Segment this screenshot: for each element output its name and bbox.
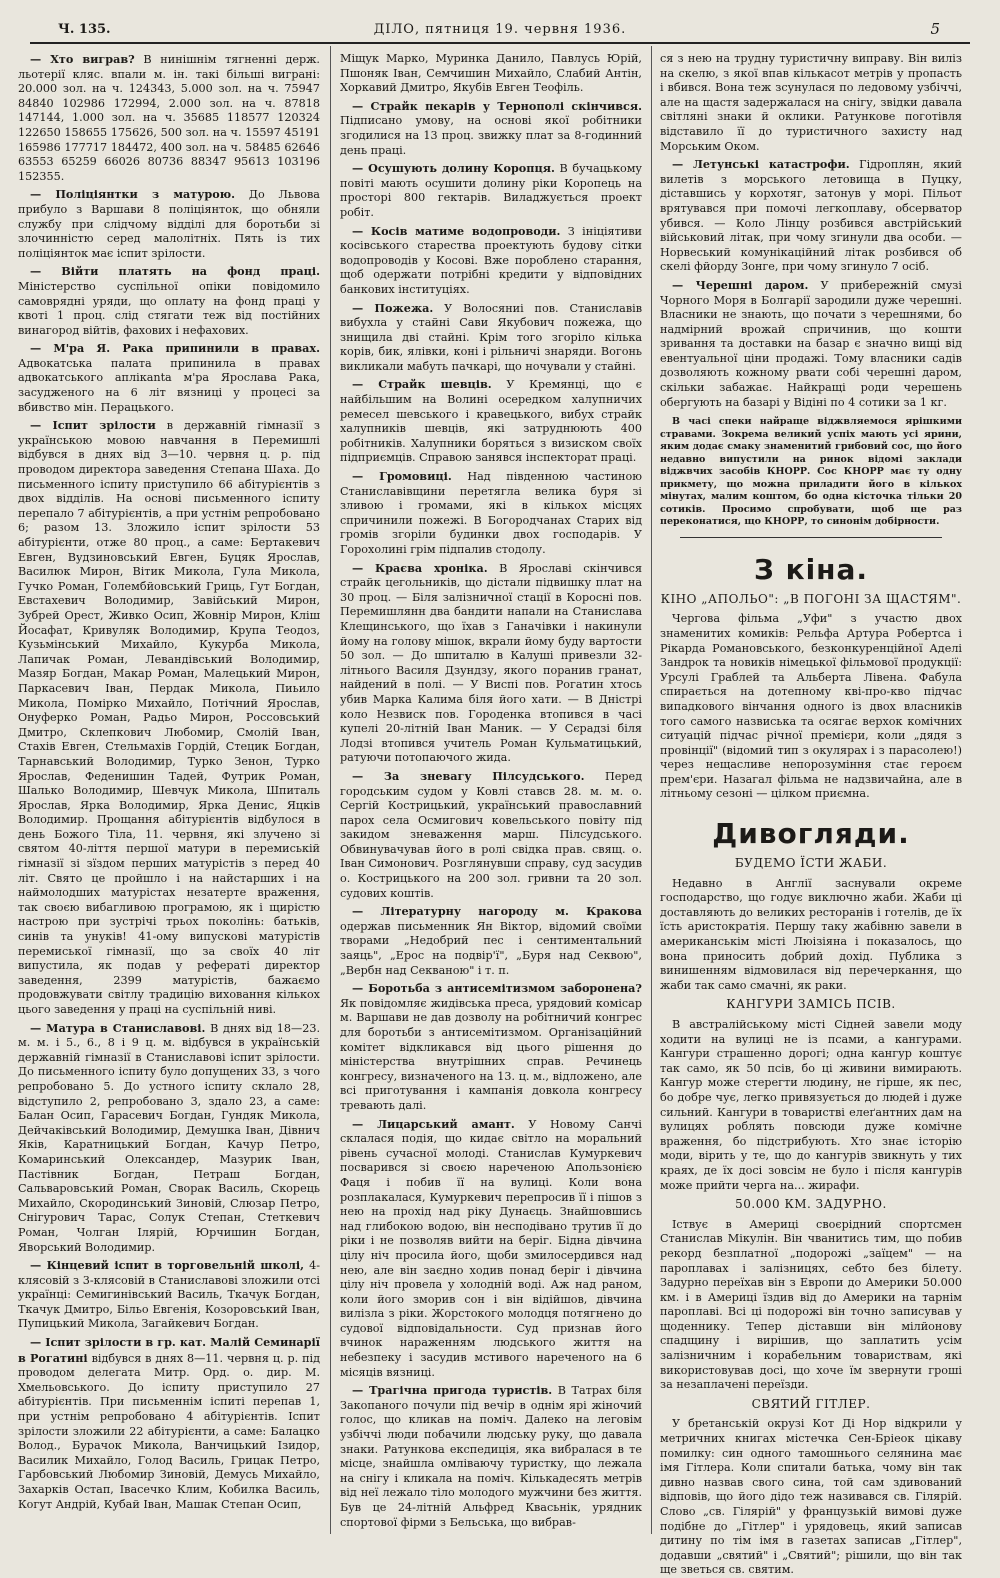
article-labor-fund [18,264,320,338]
article-title: — Іспит зрілости [30,418,156,433]
article-fire [340,301,642,375]
masthead: ДІЛО, пятниця 19. червня 1936. [373,22,627,37]
article-title: — Боротьба з антисемітизмом заборонена? [352,981,642,996]
article-title: — Трагічна пригода туристів. [352,1383,553,1398]
column-divider-1 [330,46,331,1534]
article-pilsudski [340,769,642,901]
article-free-cherries [660,278,962,410]
curio-text: Недавно в Англії заснували окреме господарство, що годує виключно жаби. Жаби ці доставляють до великих ресторанів і готелів, де їх їсть аристократія. Першу таку жабівню завели в американськім місті Люізіяна і показалось, що вона приносить добрий дохід. Публика з винишенням відмовилася від перечеркання, що жаби так само смачні, як раки. [660,876,962,992]
article-text: В нинішнім тягненні держ. льотерії кляс. впали м. ін. такі більші виграні: 20.000 зол. на ч. 124343, 5.000 зол. на ч. 75947 84840 102986 172994, 2.000 зол. на ч. 87818 147144, 1.000 зол. на ч. 35685 118577 120324 122650 158655 175626, 500 зол. на ч. 15597 45191 165986 177717 184472, 400 зол. на ч. 58485 62646 63553 65259 66026 80736 88347 95613 103196 152355. [18,53,320,183]
article-policewomen [18,187,320,261]
page-header [30,22,970,44]
article-text: В Ярославі скінчився страйк цегольників, що дістали підвишку плат на 30 проц. — Біля залізничної стації в Коросні пов. Перемишлянн два бандити напали на Станислава Клещинського, що їхав з Ганачівки і накинули йому на голову мішок, вкрали йому буду вартости 50 зол. — До шпиталю в Калуші привезли 32-літнього Василя Дзундзу, якого поранив гранат, найдений в полі. — У Виспі пов. Рогатин хтось убив Марка Калима біля його хати. — В Дністрі коло Незвиск пов. Городенка втопився в часі купелі 20-літній Іван Маник. — У Сєрадзі біля Лодзі втопився учитель Роман Кульматицький, ратуючи потопаючого жида. [340,561,642,765]
article-title: — Війти платять на фонд праці. [30,264,320,279]
curio-title: СВЯТИЙ ГІТЛЕР. [751,1396,871,1411]
article-trade-school [18,1258,320,1332]
article-continuation: Міщук Марко, Муринка Данило, Павлусь Юрій, Пшоняк Іван, Семчишин Михайло, Слабий Антін, Хоркавий Дмитро, Якубів Евген Теофіль. [340,52,642,95]
article-shoemakers-strike [340,377,642,466]
page-number-right: 5 [930,20,940,38]
article-text: В бучацькому повіті мають осушити долину ріки Коропець на просторі 800 гектарів. Виладжується проект робіт. [340,162,642,219]
article-text: В Татрах біля Закопаного почули під вечір в однім ярі жіночий голос, що кликав на поміч. Далеко на леговім узбіччі люди побачили людську руку, що давала знаки. Ратункова експедиція, яка вибралася в те місце, знайшла омліваючу туристку, що лежала на снігу і кликала на поміч. Кількадесять метрів від неї лежало тіло молодого мужчини без життя. Був це 24-літній Альфред Квасьнік, урядник спортової фірми з Бельська, що вибрав- [340,1384,642,1529]
article-title: — Летунські катастрофи. [672,157,850,172]
article-text: Як повідомляє жидівська преса, урядовий комісар м. Варшави не дав дозволу на робітничий конгрес для боротьби з антисемітизмом. Організаційний комітет відкликався від цього рішення до міністерства внутрішних справ. Речинець конгресу, визначеного на 13. ц. м., відложено, але всі приготування і кампанія довкола конгресу тревають далі. [340,996,642,1112]
curio-text: В австралійському місті Сідней завели моду ходити на вулиці не із псами, а кангурами. Кангури страшенно дорогі; одна кангур коштує так само, як 50 псів, бо ці живини вимирають. Кангур може стерегти людину, не гірше, як пес, бо добре чує, легко привязується до людей і дуже сильний. Кангури в товаристві елеґантних дам на вулицях роблять повсюди дуже комічне враження, бо підстрибують. Хто знає історію моди, вірить у те, що до кангурів звикнуть у тих краях, де їх досі зовсім не було і після кангурів може прийти черга на... жирафи. [660,1018,962,1192]
article-text: відбувся в днях 8—11. червня ц. р. під проводом делегата Митр. Орд. о. дир. М. Хмельовського. До іспиту приступило 27 абітурієнтів. При письменнім іспиті перепав 1, при устнім репробовано 4 абітурієнтів. Іспит зрілости зложили 22 абітурієнти, а саме: Балацко Волод., Бурачок Микола, Ванчицький Ізидор, Василик Михайло, Голод Василь, Грицак Петро, Гарбовський Любомир Зиновій, Демусь Михайло, Захарків Остап, Івасечко Клим, Кобилка Василь, Когут Андрій, Кубай Іван, Машак Степан Осип, [18,1351,320,1511]
curio-title: 50.000 КМ. ЗАДУРНО. [735,1197,887,1212]
curio-title: БУДЕМО ЇСТИ ЖАБИ. [734,856,888,871]
page-number-left: Ч. 135. [58,22,111,37]
article-literary-prize [340,904,642,978]
curio-text: Іствує в Америці своєрідний спортсмен Станислав Мікулін. Він чванитись тим, що побив рекорд безплатної „подорожі „заїцем" — на пароплавах і залізницях, себто без білету. Задурно переїхав він з Европи до Америки 50.000 км. і в Америці їздив від до Америки на тарнім пароплаві. Всі ці подорожі він точно записував у щоденнику. Тепер діставши він мілйонову спадщину і вирішив, що заплатить усім залізничним і корабельним товариствам, які використовував досі, що хоче їм звернути гроші за незаплачені переїзди. [660,1217,962,1392]
article-title: — Страйк пекарів у Тернополі скінчився. [352,98,642,113]
column-2 [340,52,642,1530]
column-1 [18,52,320,1530]
article-text: До Львова прибуло з Варшави 8 поліціянток, що обняли службу при слідчому відділі для боротьби зі злочинністю серед малолітніх. Пять із тих поліціянток має іспит зрілости. [18,188,320,260]
article-text: З ініціятиви косівського старества проектують будову сітки водопроводів у Косові. Вже пороблено старання, щоб одержати потрібні кредити у відповідних банкових інституціях. [340,224,643,296]
article-title: — Краєва хроніка. [352,560,488,575]
article-antisemitism [340,981,642,1113]
article-regional-chronicle [340,561,642,766]
article-text: в державній гімназії з українською мовою навчання в Перемишлі відбувся в днях від 3—10. червня ц. р. під проводом директора заведення Степана Шаха. До письменного іспиту приступило 66 абітурієнтів з двох відділів. На основі письменного іспиту перепало 7 абітурієнтів, а при устнім репробовано 6; разом 13. Зложило іспит зрілости 53 абітурієнти, отже 80 проц., а саме: Бертакевич Евген, Вудзиновський Евген, Буцяк Ярослав, Василюк Мирон, Вітик Микола, Гула Микола, Гучко Роман, Голембйовський Гриць, Гут Богдан, Евстахевич Володимир, Завійський Мирон, Зубрей Орест, Живко Осип, Жовнір Мирон, Кліш Йосафат, Кривуляк Володимир, Крупа Теодоз, Кузьмінський Михайло, Кукурба Микола, Лапичак Роман, Левандівський Володимир, Мазяр Богдан, Макар Роман, Малецький Мирон, Паркасевич Іван, Пердак Микола, Пиьило Микола, Помірко Михайло, Потічний Ярослав, Онуферко Роман, Радьо Мирон, Россовський Дмитро, Склепкович Любомир, Смолій Іван, Стахів Евген, Стельмахів Гордій, Стецик Богдан, Тарнавський Володимир, Турко Зенон, Турко Ярослав, Феденишин Тадей, Футрик Роман, Шалько Володимир, Шевчук Микола, Шпиталь Ярослав, Ярка Володимир, Ярка Денис, Яцків Володимир. Прощання абітурієнтів відбулося в день Божого Тіла, 11. червня, які злучено зі святом 40-ліття першої матури в перемиській гімназії зі зїздом перших матурістів з перед 40 літ. Свято це пройшло і на найстарших і на наймолодших матурістах незатерте враження, так своєю вибагливою програмою, як і щирістю настрою при зустрічі трьох поколінь: батьків, синів та унуків! 41-ому випускові матурістів перемиської гімназії, що за своїх 40 літ випустила, як подав у рефераті директор заведення, 2399 матурістів, бажаємо продовжувати світлу традицію виховання кількох цього заведення у праці на суспільній ниві. [18,419,320,1016]
article-text: Адвокатська палата припинила в правах адвокатського аплікanta м'ра Ярослава Рака, засудженого на 6 літ вязниці у процесі за вбивство мін. Перацького. [18,356,320,414]
article-title: — Громовиці. [352,469,452,484]
article-title: — Матура в Станиславові. [30,1020,206,1035]
article-storms [340,469,642,558]
article-tourists [340,1383,642,1530]
article-title: — Поліціянтки з матурою. [30,187,236,202]
article-air-disasters [660,157,962,275]
article-text: Над південною частиною Станиславівщини перетягла велика буря зі зливою і громами, які в кількох місцях спричинили пожежі. В Богородчанах Старих від громів згоріли будинки двох господарів. У Горохолині грім підпалив стодолу. [340,470,642,556]
column-divider-2 [651,46,652,1534]
article-text: У Кремянці, що є найбільшим на Волині осередком халупничих ремесел шевського і кравецького, вибух страйк халупників шевців, які затруднюють 400 робітників. Халупники боряться з визиском своїх підприємців. Справою занявся інспекторат праці. [340,378,642,465]
article-cinema-review: Черговa фільма „Уфи" з участю двох знаменитих комиків: Рельфа Артура Робертса і Рікарда Романовського, безконкуренційної Аделі Зандрок та новиків німецької фільмової продукції: Урсулі Граблей та Альберта Лівена. Фабула спирається на дотепному кві-про-кво підчас випадкового вінчання одного із двох власників того самого назвиська та осягає верхок комічних ситуацій підчас річної премієри, коли „дядя з провінції" (відомий тип з окулярах і з парасолею!) через нещасливе непорозуміння стає героєм прем'єри. Назагал фільма не надзвичайна, але в літньому сезоні — цілком приємна. [660,612,962,801]
article-text: Міністерство суспільної опіки повідомило самоврядні уряди, що оплату на фонд праці у квоті 1 проц. слід стягати теж від постійних винагород війтів, фахових і нефахових. [18,279,320,337]
article-title: — Косів матиме водопроводи. [352,223,561,238]
article-text: 4-клясовій з 3-клясовій в Станиславові зложили отсі українці: Семигинівський Василь, Ткачук Богдан, Ткачук Дмитро, Більо Евгенія, Козоровський Іван, Пупицький Микола, Загайкевич Богдан. [18,1259,320,1331]
article-title: — Іспит зрілости в гр. кат. Малій Семинарії в Рогатині [18,1335,320,1365]
article-text: одержав письменник Ян Віктор, відомий своїми творами „Недобрий пес і сентиментальний заяць", „Ерос на подвір'ї", „Буря над Секвою", „Вербн над Секваною" і т. п. [340,919,642,977]
article-title: — Черешні даром. [672,277,809,292]
curio-title: КАНГУРИ ЗАМІСЬ ПСІВ. [726,997,896,1012]
article-bakers-strike [340,99,642,158]
article-lottery [18,52,320,184]
article-text: Підписано умову, на основі якої робітники згодилися на 13 проц. звижку плат за 8-годинний день праці. [340,114,642,157]
article-title: — За зневагу Пілсудського. [352,768,585,783]
divider [680,537,942,538]
article-exam-stanyslaviv [18,1021,320,1256]
article-text: У Волосяниі пов. Станиславів вибухла у стайні Сави Якубович пожежа, що знищила дві стайні. Крім того згоріло кілька корів, бик, ялівки, коні і рільничі знаряди. Вогонь викликали мабуть пачкарі, що ночували у стайні. [340,301,642,373]
article-knightly-lover [340,1117,642,1381]
article-text: У Новому Санчі склалася подія, що кидає світло на моральний рівень сучасної молоді. Станислав Кумуркевич посварився зі своєю нареченою Апользонією Фаця і побив її на вулиці. Коли вона розплакалася, Кумуркевич перепросив її і пішов з нею на прохід над ріку Дунаєць. Знайшовшись над глибокою водою, він несподівано трутив її до ріки і не позволяв вийти на беріг. Бідна дівчина цілу ніч просила його, щоби змилосердився над нею, але він заєдно ходив понад беріг і дівчина цілу ніч провела у холодній воді. Аж над раном, коли його зморив сон і він відійшов, дівчина вилізла з ріки. Жорстокого молодця потягнено до судової відповідальности. Суд признав його вчинок нараженням людського життя на небезпеку і засудив мстивого нареченого на 6 місяців вязниці. [340,1117,642,1379]
cinema-heading: З кіна. [753,552,869,586]
article-title: — Хто виграв? [30,52,135,66]
article-title: — Літературну нагороду м. Кракова [352,904,642,919]
article-title: — Лицарський амант. [352,1116,515,1131]
article-text: У прибережній смузі Чорного Моря в Болгарії зародили дуже черешні. Власники не знають, що почати з черешнями, бо надмірний врожай спричинив, що кошти зривання та доставки на базар є значно вищі від евентуальної ціни продажі. Тому власники садів дозволяють кожному рвати собі черешні даром, скільки забажає. Найкращі роди черешень обергують на базарі у Відіні по 4 сотики за 1 кг. [660,278,962,409]
article-exam-peremyshl [18,418,320,1017]
article-seminary [18,1335,320,1512]
article-rak [18,341,320,415]
curiosities-heading: Дивогляди. [712,817,910,851]
article-title: — Пожежа. [352,300,434,315]
article-text: Перед городським судом у Ковлі ставсв 28. м. м. о. Сергій Кострицький, український православний парох села Осмигович ковельського повіту під закидом зневаження марш. Пілсудського. Обвинувачував його в ролі свідка прав. свящ. о. Іван Симонович. Розглянувши справу, суд засудив о. Кострицького на 200 зол. гривни та 20 зол. судових коштів. [340,769,643,900]
knorr-advertisement: В часі спеки найраще віджвляемося ярішкими стравами. Зокрема великий успіх мають усі ярини, яким додає смаку знаменитий грибовий сос, що його недавно випустили на ринок відомі заклади віджвчих засобів КНОРР. Сос КНОРР має ту одну прикмету, що можна приладити його в кількох мінутах, малим коштом, бо одна кісточка тільки 20 сотиків. Просимо спробувати, щоб ще раз переконатися, що КНОРР, то синонім добірности. [660,416,962,528]
article-title: — М'ра Я. Рака припинили в правах. [30,341,320,356]
article-continuation: ся з нею на трудну туристичну виправу. Він виліз на скелю, з якої впав кількасот метрів у пропасть і вбився. Вона теж зсунулася по ледовому узбіччі, але на щастя задержалася на снігу, звідки давала світляні знаки й оклики. Ратункове поготівля відставило її до туристичного захисту над Морським Оком. [660,52,962,153]
article-title: — Кінцевий іспит в торговельній школі, [30,1258,305,1273]
article-kosiv-water [340,224,642,298]
article-title: — Страйк шевців. [352,377,492,392]
article-text: В днях від 18—23. м. м. і 5., 6., 8 і 9 ц. м. відбувся в українській державній гімназії в Станиславові іспит зрілости. До письменного іспиту було допущених 33, з чого репробовано 5. До устного іспиту склало 28, відступило 2, репробовано 3, здало 23, а саме: Балан Осип, Гарасевич Богдан, Гундяк Микола, Дейчаківський Володимир, Демушка Іван, Дівнич Яків, Каратницький Богдан, Качур Петро, Комаринський Олександер, Мазурик Іван, Пастівник Богдан, Петраш Богдан, Сальваровський Роман, Сворак Василь, Скорець Михайло, Скородинський Зиновій, Слюзар Петро, Снігурович Тарас, Солук Степан, Стеткевич Роман, Чолган Ілярій, Юрчишин Богдан, Яворський Володимир. [18,1021,320,1254]
article-koropets [340,161,642,220]
article-text: Гідроплян, який вилетів з морського летовища в Пуцку, діставшись у корхотяг, затонув у морі. Пільот врятувався при помочі легкоплаву, обсерватор убився. — Коло Лінцу розбився австрійський військовий літак, при чому згинули два особи. — Норвеський комунікаційний літак розбився об скелі фйорду Зонге, при чому згинуло 7 осіб. [660,158,962,274]
column-3 [660,52,962,1577]
curio-text: У бретанській окрузі Кот Ді Нор відкрили у метричних книгах містечка Сен-Бріеок цікаву помилку: син одного тамошнього селянина має імя Гітлера. Коли спитали батька, чому він так дивно назвав свого сина, той сам здивований відповів, що його дідо теж називався св. Гілярій. Слово „св. Гілярій" у французькій вимові дуже подібне до „Гітлер" і урядовець, який записав дитину по тім імя в газетах записав „Гітлер", додавши „святий" і „Святий"; рішили, що він так ще зветься св. святим. [660,1417,962,1577]
article-title: — Осушують долину Коропця. [352,161,555,176]
cinema-subheading: КІНО „АПОЛЬО": „В ПОГОНІ ЗА ЩАСТЯМ". [660,591,962,606]
